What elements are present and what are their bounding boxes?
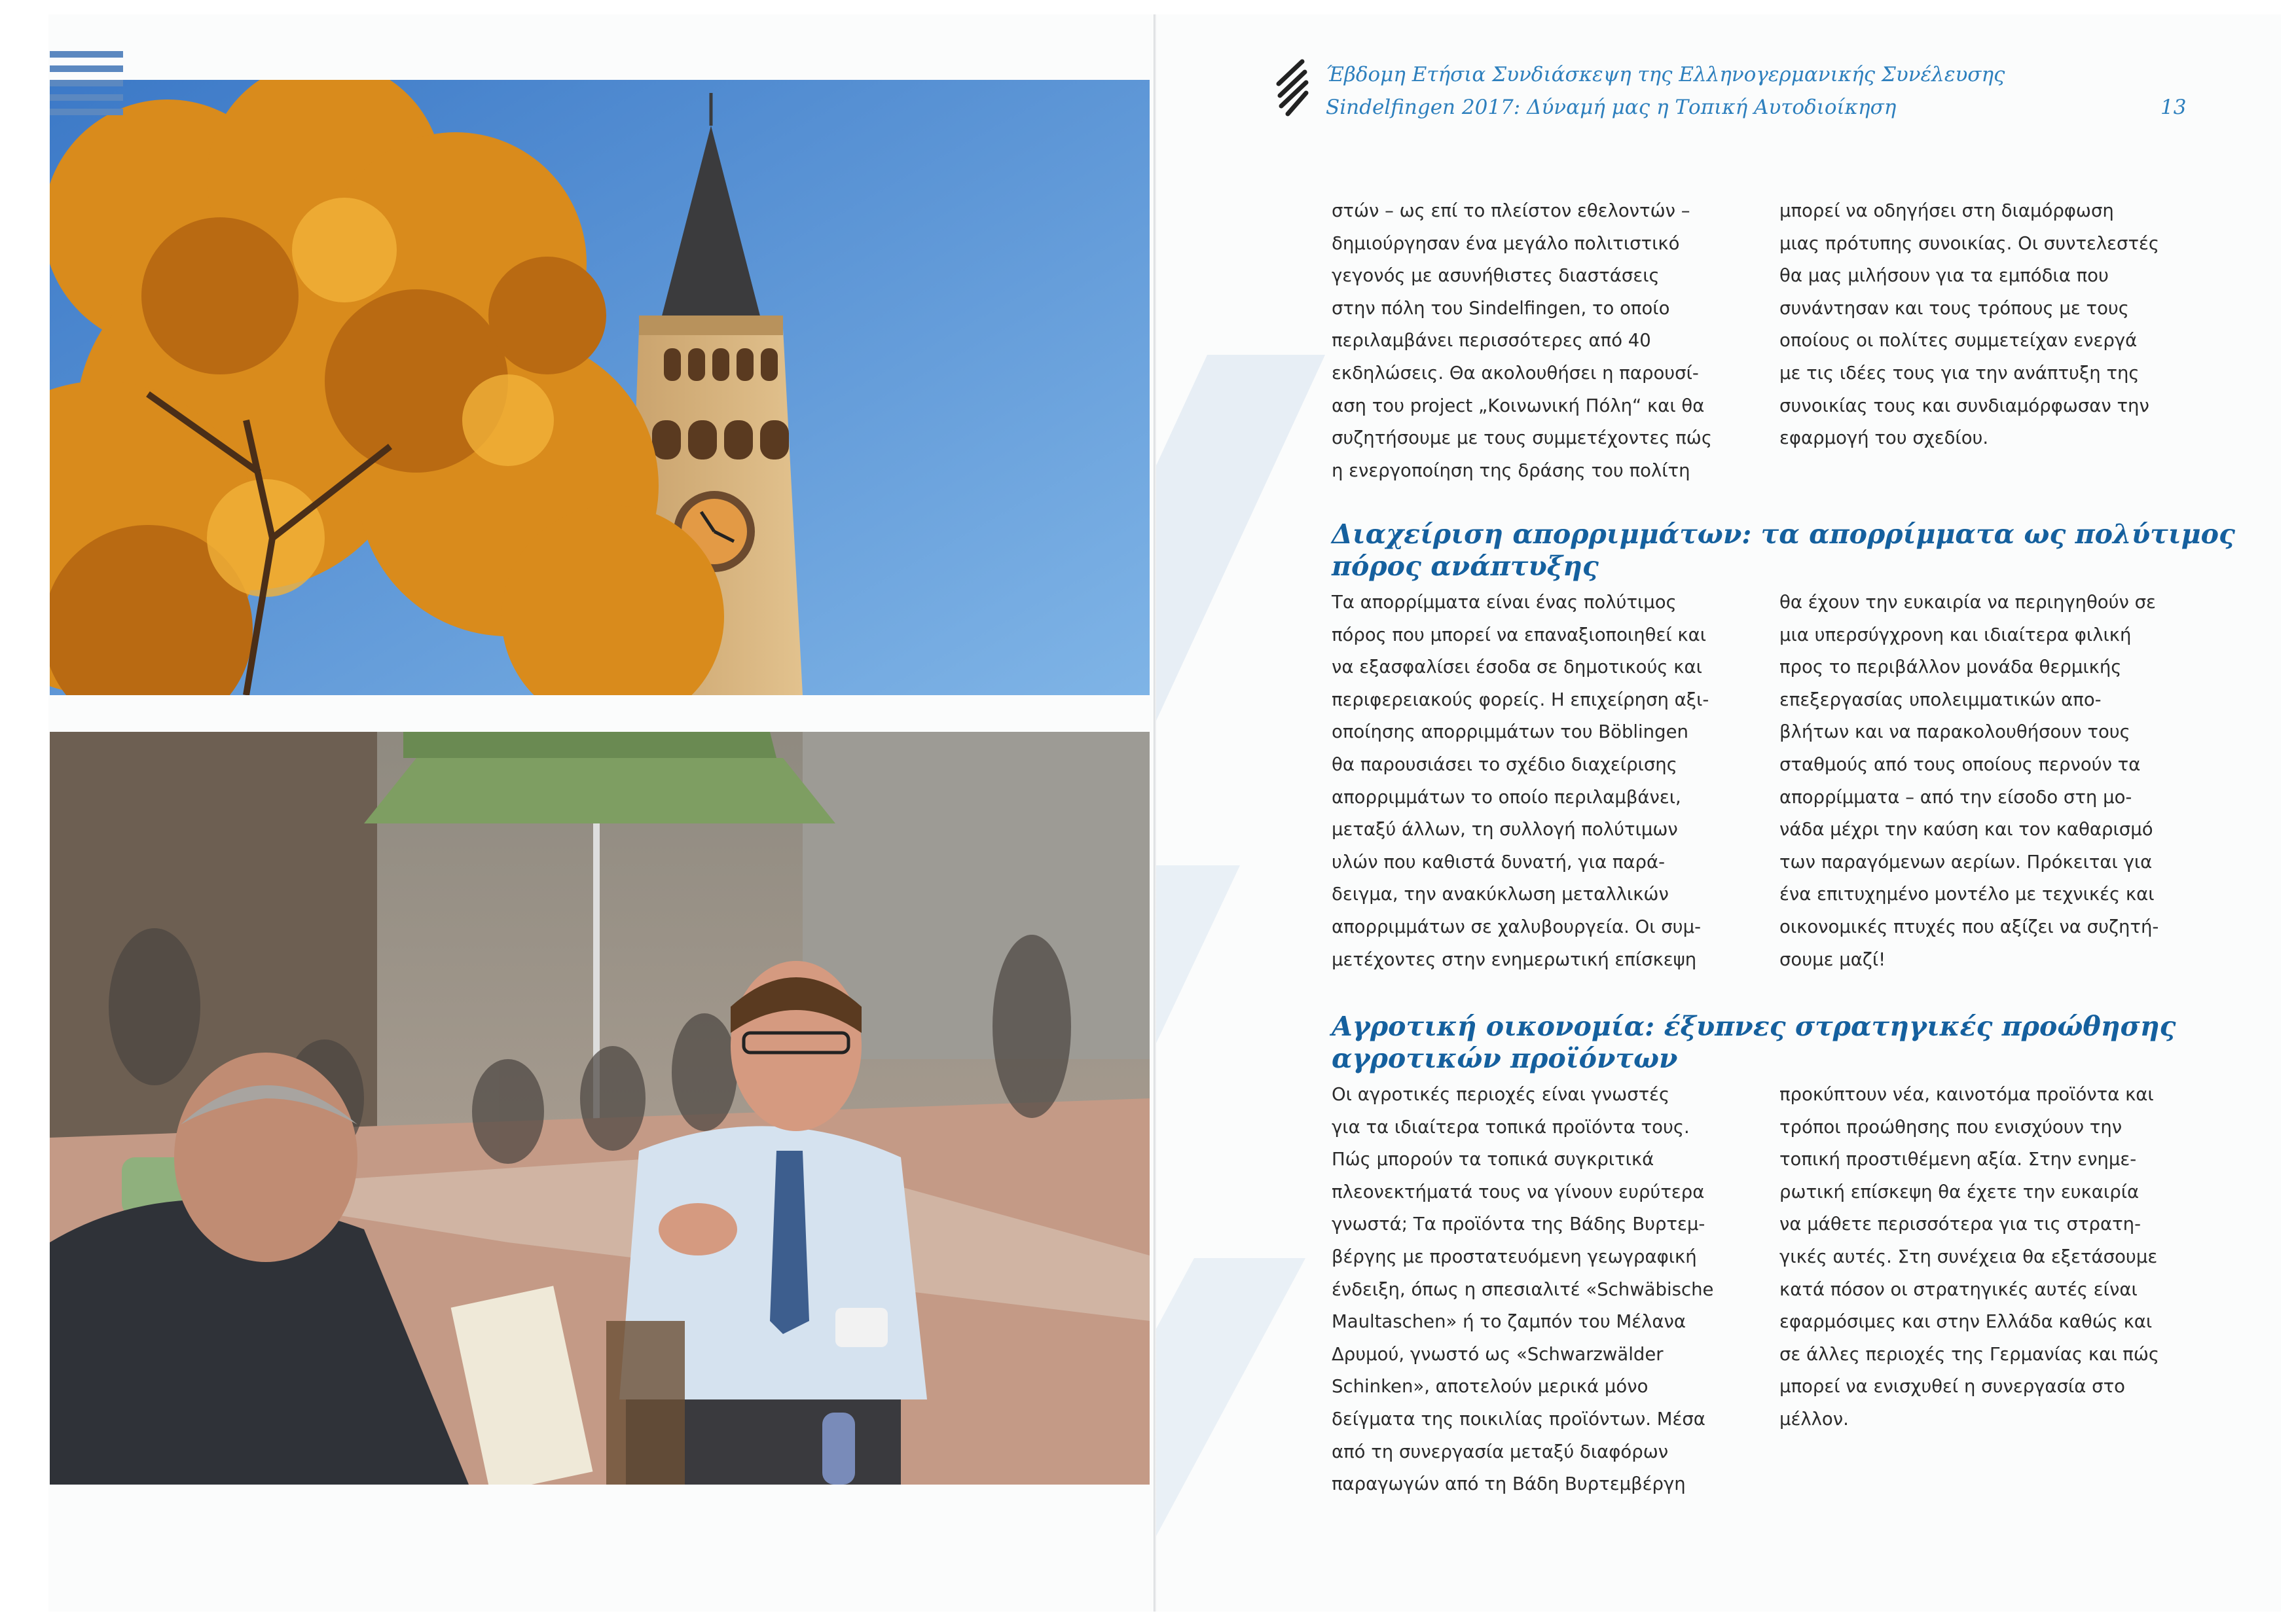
waste-column-right: θα έχουν την ευκαιρία να περιηγηθούν σε μια υπερσύγχρονη και ιδιαίτερα φιλική προς το περιβάλλον μονάδα θερμικής επεξεργασίας υπολειμματικών απο- βλήτων και να παρακολουθήσουν τους σταθμούς από τους οποίους περνούν τα απορρίμματα – από την είσοδο στη μο- νάδα μέχρι την καύση και τον καθαρισμό των παραγόμενων αερίων. Πρόκειται για ένα επιτυχημένο μοντέλο με τεχνικές και οικονομικές πτυχές που αξίζει να συζητή- σουμε μαζί! — [1779, 592, 2159, 970]
intro-column-right: μπορεί να οδηγήσει στη διαμόρφωση μιας πρότυπης συνοικίας. Οι συντελεστές θα μας μιλήσουν για τα εμπόδια που συνάντησαν και τους τρόπους με τους οποίους οι πολίτες συμμετείχαν ενεργά με τις ιδέες τους για την ανάπτυξη της συνοικίας τους και συνδιαμόρφωσαν την εφαρμογή του σχεδίου. — [1779, 200, 2160, 449]
assembly-logo-icon — [1273, 58, 1310, 118]
waste-column-left: Τα απορρίμματα είναι ένας πολύτιμος πόρος που μπορεί να επαναξιοποιηθεί και να εξασφαλίσει έσοδα σε δημοτικούς και περιφερειακούς φορείς. Η επιχείρηση αξι- οποίησης απορριμμάτων του Böblingen θα παρουσιάσει το σχέδιο διαχείρισης απορριμμάτων το οποίο περιλαμβάνει, μεταξύ άλλων, τη συλλογή πολύτιμων υλών που καθιστά δυνατή, για παρά- δειγμα, την ανακύκλωση μεταλλικών απορριμμάτων σε χαλυβουργεία. Οι συμ- μετέχοντες στην ενημερωτική επίσκεψη — [1332, 592, 1709, 970]
agriculture-column-left: Οι αγροτικές περιοχές είναι γνωστές για τα ιδιαίτερα τοπικά προϊόντα τους. Πώς μπορούν τα τοπικά συγκριτικά πλεονεκτήματά τους να γίνουν ευρύτερα γνωστά; Τα προϊόντα της Βάδης Βυρτεμ- βέργης με προστατευόμενη γεωγραφική ένδειξη, όπως η σπεσιαλιτέ «Schwäbische Maultaschen» ή το ζαμπόν του Μέλανα Δρυμού, γνωστό ως «Schwarzwälder Schinken», αποτελούν μερικά μόνο δείγματα της ποικιλίας προϊόντων. Μέσα από τη συνεργασία μεταξύ διαφόρων παραγωγών από τη Βάδη Βυρτεμβέργη — [1332, 1084, 1714, 1495]
section-heading-agriculture: Αγροτική οικονομία: έξυπνες στρατηγικές προώθησης αγροτικών προϊόντων — [1332, 1011, 2176, 1074]
page-number: 13 — [2160, 96, 2187, 119]
church-tower-photo — [50, 80, 1150, 695]
section-heading-waste: Διαχείριση απορριμμάτων: τα απορρίμματα ως πολύτιμος πόρος ανάπτυξης — [1332, 518, 2235, 582]
conversation-photo — [50, 732, 1150, 1485]
greek-flag-stripes — [50, 51, 123, 131]
header-title-line1: Έβδομη Ετήσια Συνδιάσκεψη της Ελληνογερμανικής Συνέλευσης — [1326, 63, 2005, 86]
intro-column-left: στών – ως επί το πλείστον εθελοντών – δημιούργησαν ένα μεγάλο πολιτιστικό γεγονός με ασυνήθιστες διαστάσεις στην πόλη του Sindelfingen, το οποίο περιλαμβάνει περισσότερες από 40 εκδηλώσεις. Θα ακολουθήσει η παρουσί- αση του project „Κοινωνική Πόλη“ και θα συζητήσουμε με τους συμμετέχοντες πώς η ενεργοποίηση της δράσης του πολίτη — [1332, 200, 1712, 481]
agriculture-column-right: προκύπτουν νέα, καινοτόμα προϊόντα και τρόποι προώθησης που ενισχύουν την τοπική προστιθέμενη αξία. Στην ενημε- ρωτική επίσκεψη θα έχετε την ευκαιρία να μάθετε περισσότερα για τις στρατη- γικές αυτές. Στη συνέχεια θα εξετάσουμε κατά πόσον οι στρατηγικές αυτές είναι εφαρμόσιμες και στην Ελλάδα καθώς και σε άλλες περιοχές της Γερμανίας και πώς μπορεί να ενισχυθεί η συνεργασία στο μέλλον. — [1779, 1084, 2160, 1430]
header-title-line2: Sindelfingen 2017: Δύναμή μας η Τοπική Αυτοδιοίκηση — [1326, 96, 1897, 119]
spine — [1154, 14, 1156, 1612]
